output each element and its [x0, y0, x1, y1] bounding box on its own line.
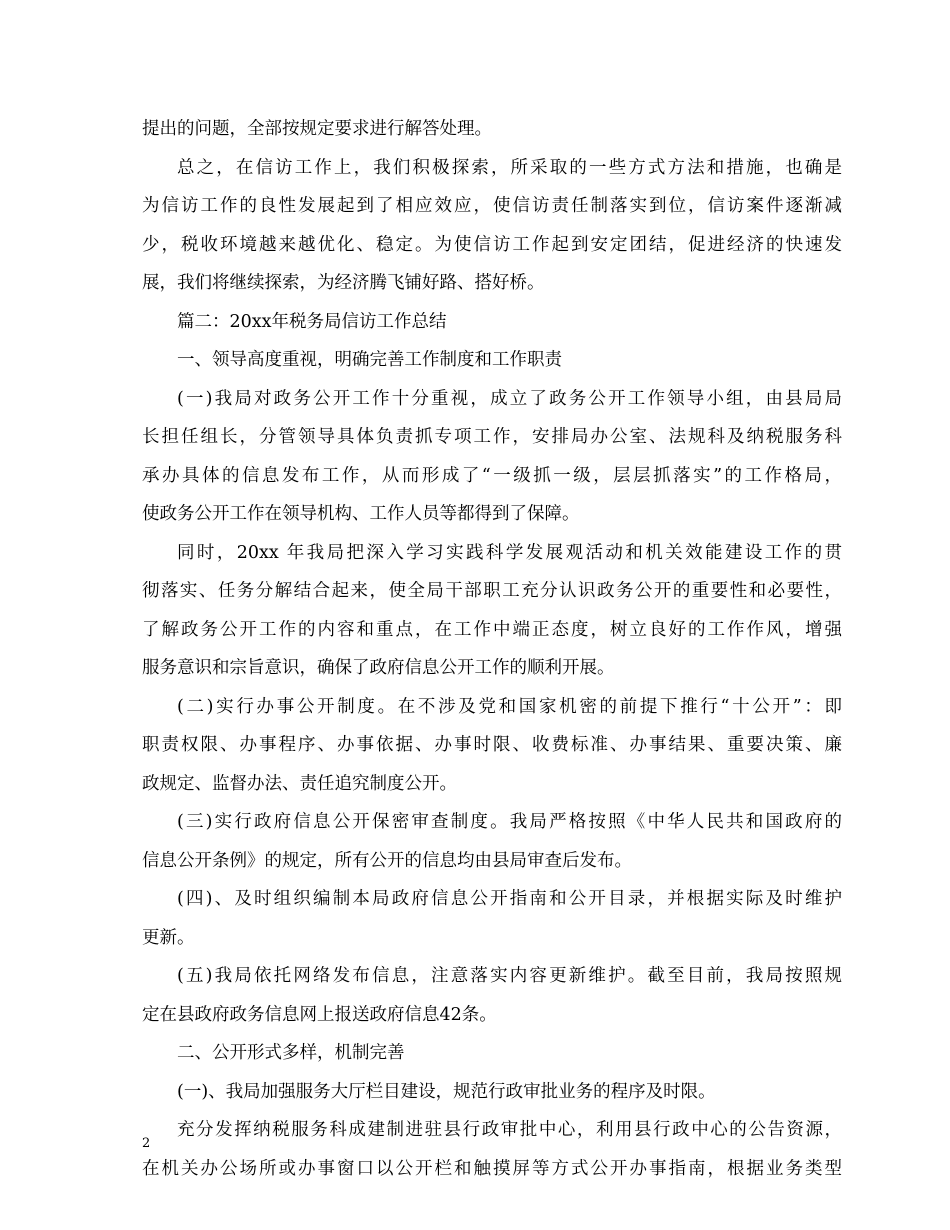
text-line: 信息公开条例》的规定，所有公开的信息均由县局审查后发布。: [142, 850, 632, 871]
text-line: (一)、我局加强服务大厅栏目建设，规范行政审批业务的程序及时限。: [177, 1081, 716, 1102]
text-line: 篇二：20xx年税务局信访工作总结: [177, 311, 447, 332]
text-line: 长担任组长，分管领导具体负责抓专项工作，安排局办公室、法规科及纳税服务科: [142, 427, 842, 447]
text-line: 总之，在信访工作上，我们积极探索，所采取的一些方式方法和措施，也确是: [177, 157, 842, 178]
text-line: 少，税收环境越来越优化、稳定。为使信访工作起到安定团结，促进经济的快速发: [142, 234, 842, 255]
text-line: (四)、及时组织编制本局政府信息公开指南和公开目录，并根据实际及时维护: [177, 889, 842, 909]
text-line: 为信访工作的良性发展起到了相应效应，使信访责任制落实到位，信访案件逐渐减: [142, 196, 842, 216]
text-line: 定在县政府政务信息网上报送政府信息42条。: [142, 1004, 497, 1025]
text-line: 提出的问题，全部按规定要求进行解答处理。: [142, 119, 492, 139]
text-line: 更新。: [142, 927, 195, 948]
text-line: 彻落实、任务分解结合起来，使全局干部职工充分认识政务公开的重要性和必要性，: [142, 581, 842, 601]
text-line: 了解政务公开工作的内容和重点，在工作中端正态度，树立良好的工作作风，增强: [142, 619, 842, 640]
text-line: 一、领导高度重视，明确完善工作制度和工作职责: [177, 350, 562, 370]
text-line: (五)我局依托网络发布信息，注意落实内容更新维护。截至目前，我局按照规: [177, 966, 842, 986]
text-line: 服务意识和宗旨意识，确保了政府信息公开工作的顺利开展。: [142, 658, 615, 678]
document-body: [142, 110, 842, 1188]
text-line: 在机关办公场所或办事窗口以公开栏和触摸屏等方式公开办事指南，根据业务类型: [142, 1158, 842, 1179]
text-line: (一)我局对政务公开工作十分重视，成立了政务公开工作领导小组，由县局局: [177, 388, 842, 409]
text-line: 政规定、监督办法、责任追究制度公开。: [142, 773, 457, 794]
text-line: 展，我们将继续探索，为经济腾飞铺好路、搭好桥。: [142, 273, 545, 293]
text-line: 使政务公开工作在领导机构、工作人员等都得到了保障。: [142, 504, 580, 524]
page-number: 2: [142, 1136, 151, 1151]
text-line: 承办具体的信息发布工作，从而形成了“一级抓一级，层层抓落实”的工作格局，: [142, 465, 842, 486]
text-line: (三)实行政府信息公开保密审查制度。我局严格按照《中华人民共和国政府的: [177, 812, 842, 832]
text-line: 二、公开形式多样，机制完善: [177, 1043, 405, 1063]
text-line: 职责权限、办事程序、办事依据、办事时限、收费标准、办事结果、重要决策、廉: [142, 735, 842, 755]
text-line: 充分发挥纳税服务科成建制进驻县行政审批中心，利用县行政中心的公告资源，: [177, 1120, 842, 1140]
text-line: (二)实行办事公开制度。在不涉及党和国家机密的前提下推行“十公开”：即: [177, 696, 842, 717]
text-line: 同时，20xx 年我局把深入学习实践科学发展观活动和机关效能建设工作的贯: [177, 542, 842, 563]
